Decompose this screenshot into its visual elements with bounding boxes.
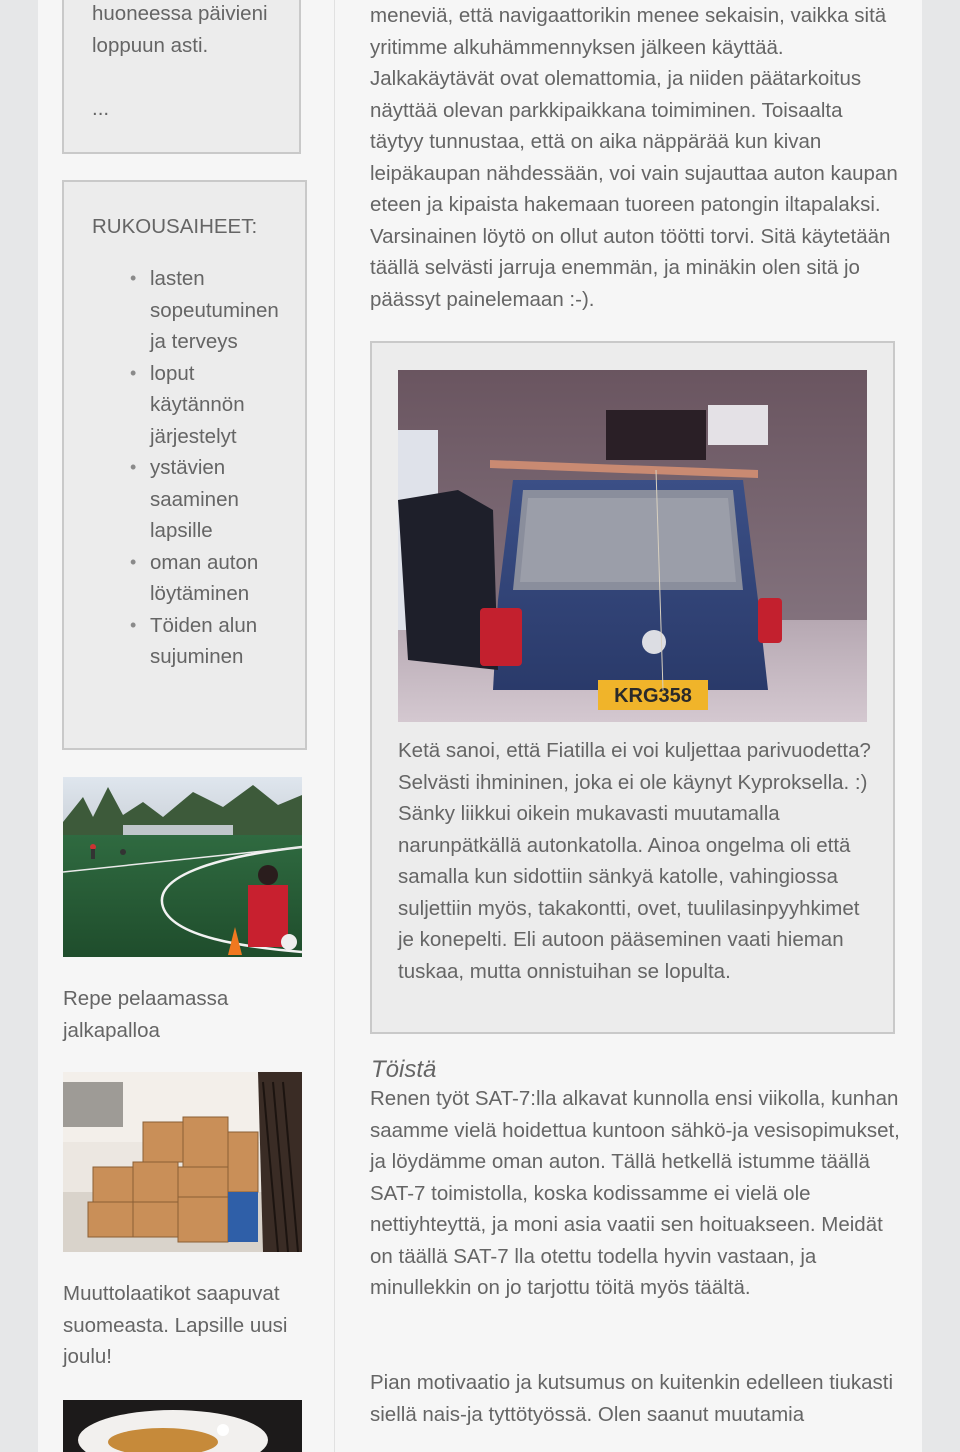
main-paragraph-2: Renen työt SAT-7:lla alkavat kunnolla ensi viikolla, kunhan saamme vielä hoidettua kuntoon sähkö-ja vesisopimukset, ja löydämme oman auton. Tällä hetkellä istumme täällä SAT-7 toimistolla, koska kodissamme ei vielä ole nettiyhteyttä, ja moni asia vaatii sen hoituakseen. Meidät on täällä SAT-7 lla otettu todella hyvin vastaan, ja minullekkin on jo tarjottu töitä myös täältä.	[370, 1087, 900, 1299]
football-photo-caption: Repe pelaamassa jalkapalloa	[63, 987, 229, 1042]
moving-boxes-photo	[63, 1072, 302, 1252]
moving-boxes-caption: Muuttolaatikot saapuvat suomeasta. Lapsille uusi joulu!	[63, 1282, 288, 1368]
column-divider	[334, 0, 335, 1452]
license-plate: KRG358	[614, 685, 692, 707]
intro-line-2: loppuun asti.	[92, 33, 209, 57]
prayer-item: • ystävien saaminen lapsille	[92, 452, 262, 547]
prayer-item: • Töiden alun sujuminen	[92, 610, 262, 673]
sidebar-intro-box	[62, 0, 301, 154]
section-heading: Töistä	[371, 1056, 437, 1083]
football-photo	[63, 777, 302, 957]
food-photo	[63, 1400, 302, 1452]
sidebar-intro-text	[92, 0, 292, 125]
intro-line-1: huoneessa päivieni	[92, 2, 268, 25]
prayer-title: RUKOUSAIHEET:	[92, 215, 258, 238]
main-paragraph-3: Pian motivaatio ja kutsumus on kuitenkin edelleen tiukasti siellä nais-ja tyttötyössä. Olen saanut muutamia	[370, 1371, 894, 1426]
prayer-list	[92, 263, 279, 673]
car-photo	[398, 370, 867, 722]
prayer-topics-box	[62, 180, 307, 750]
car-photo-caption: Ketä sanoi, että Fiatilla ei voi kuljettaa parivuodetta? Selvästi ihmininen, joka ei ole käynyt Kyproksella. :) Sänky liikkui oikein mukavasti muutamalla narunpätkällä autonkatolla. Ainoa ongelma oli että samalla kun sidottiin sänkyä katolle, vahingiossa suljettiin myös, takakontti, ovet, tuulilasinpyyhkimet je konepelti. Eli autoon pääseminen vaati hieman tuskaa, mutta onnistuihan se lopulta.	[398, 739, 871, 983]
prayer-item: • oman auton löytäminen	[92, 547, 262, 610]
intro-ellipsis: ...	[92, 97, 110, 120]
prayer-item: • loput käytännön järjestelyt	[92, 358, 262, 453]
main-paragraph-1: meneviä, että navigaattorikin menee sekaisin, vaikka sitä yritimme alkuhämmennyksen jälkeen käyttää. Jalkakäytävät ovat olemattomia, ja niiden päätarkoitus näyttää olevan parkkipaikkana toimiminen. Toisaalta täytyy tunnustaa, että on aika näppärää kun kivan leipäkaupan nähdessään, voi vain sujauttaa auton kaupan eteen ja kipaista hakemaan tuoreen patongin iltapalaksi. Varsinainen löytö on ollut auton töötti torvi. Sitä käytetään täällä selvästi jarruja enemmän, ja minäkin olen sitä jo päässyt painelemaan :-).	[370, 4, 898, 311]
prayer-item: • lasten sopeutuminen ja terveys	[92, 263, 262, 358]
